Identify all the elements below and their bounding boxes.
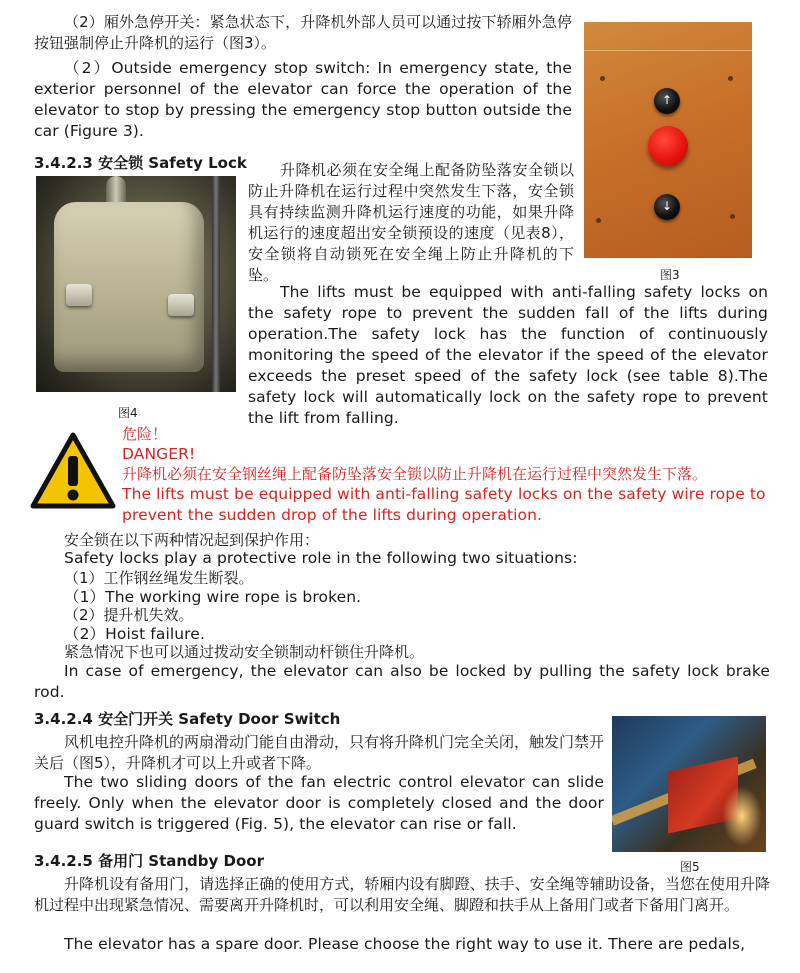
- protective-item1-en: （1）The working wire rope is broken.: [64, 588, 362, 606]
- warning-triangle-icon: [30, 432, 116, 510]
- protective-intro-zh: 安全锁在以下两种情况起到保护作用：: [64, 531, 320, 549]
- section-3423-heading: 3.4.2.3 安全锁 Safety Lock: [34, 154, 247, 172]
- figure-4-caption: 图4: [118, 406, 138, 420]
- protective-item2-zh: （2）提升机失效。: [64, 606, 194, 624]
- section-3424-heading: 3.4.2.4 安全门开关 Safety Door Switch: [34, 710, 341, 728]
- outside-stop-zh: （2）厢外急停开关：紧急状态下，升降机外部人员可以通过按下轿厢外急停按钮强制停止升降机的运行（图3）。: [34, 13, 572, 52]
- door-switch-zh: 风机电控升降机的两扇滑动门能自由滑动，只有将升降机门完全关闭，触发门禁开关后（图5），升降机才可以上升或者下降。: [34, 733, 605, 772]
- figure-3-emergency-stop-panel: [584, 22, 752, 258]
- protective-intro-en: Safety locks play a protective role in the following two situations:: [64, 549, 578, 567]
- door-switch-en: The two sliding doors of the fan electric control elevator can slide freely. Only when the elevator door is completely closed and the door guard switch is triggered (Fig. 5), the elevator can rise or fall.: [34, 773, 604, 833]
- emergency-stop-button-icon: [648, 126, 688, 166]
- up-button-icon: ↑: [654, 88, 680, 114]
- emergency-brake-zh: 紧急情况下也可以通过拨动安全锁制动杆锁住升降机。: [64, 643, 425, 661]
- safety-lock-en: The lifts must be equipped with anti-falling safety locks on the safety rope to prevent the sudden fall of the lifts during operation.The safety lock has the function of continuously monitoring the speed of the elevator if the speed of the elevator exceeds the preset speed of the safety lock (see table 8).The safety lock will automatically lock on the safety rope to prevent the lift from falling.: [248, 283, 768, 427]
- protective-item2-en: （2）Hoist failure.: [64, 625, 205, 643]
- down-button-icon: ↓: [654, 194, 680, 220]
- outside-stop-en: （2）Outside emergency stop switch: In emergency state, the exterior personnel of the elevator can force the operation of the elevator to stop by pressing the emergency stop button outside the car (Figure 3).: [34, 59, 572, 140]
- figure-5-caption: 图5: [680, 860, 700, 874]
- danger-label-zh: 危险！: [122, 425, 168, 443]
- danger-text-en: The lifts must be equipped with anti-falling safety locks on the safety wire rope to prevent the sudden drop of the lifts during operation.: [122, 485, 766, 524]
- figure-3-caption: 图3: [660, 268, 680, 282]
- protective-item1-zh: （1）工作钢丝绳发生断裂。: [64, 569, 254, 587]
- danger-text-zh: 升降机必须在安全钢丝绳上配备防坠落安全锁以防止升降机在运行过程中突然发生下落。: [122, 465, 708, 483]
- emergency-brake-en: In case of emergency, the elevator can also be locked by pulling the safety lock brake rod.: [34, 662, 770, 701]
- standby-door-zh: 升降机设有备用门，请选择正确的使用方式，轿厢内设有脚蹬、扶手、安全绳等辅助设备，当您在使用升降机过程中出现紧急情况、需要离开升降机时，可以利用安全绳、脚蹬和扶手从上备用门或者下备用门离开。: [34, 875, 770, 914]
- figure-5-door-switch-photo: [612, 716, 766, 852]
- standby-door-en: The elevator has a spare door. Please choose the right way to use it. There are pedals,: [64, 935, 746, 953]
- safety-lock-zh: 升降机必须在安全绳上配备防坠落安全锁以防止升降机在运行过程中突然发生下落，安全锁具有持续监测升降机运行速度的功能，如果升降机运行的速度超出安全锁预设的速度（见表8），安全锁将自动锁死在安全绳上防止升降机的下坠。: [248, 161, 574, 284]
- figure-4-safety-lock-photo: [36, 176, 236, 392]
- danger-label-en: DANGER!: [122, 445, 196, 463]
- section-3425-heading: 3.4.2.5 备用门 Standby Door: [34, 852, 264, 870]
